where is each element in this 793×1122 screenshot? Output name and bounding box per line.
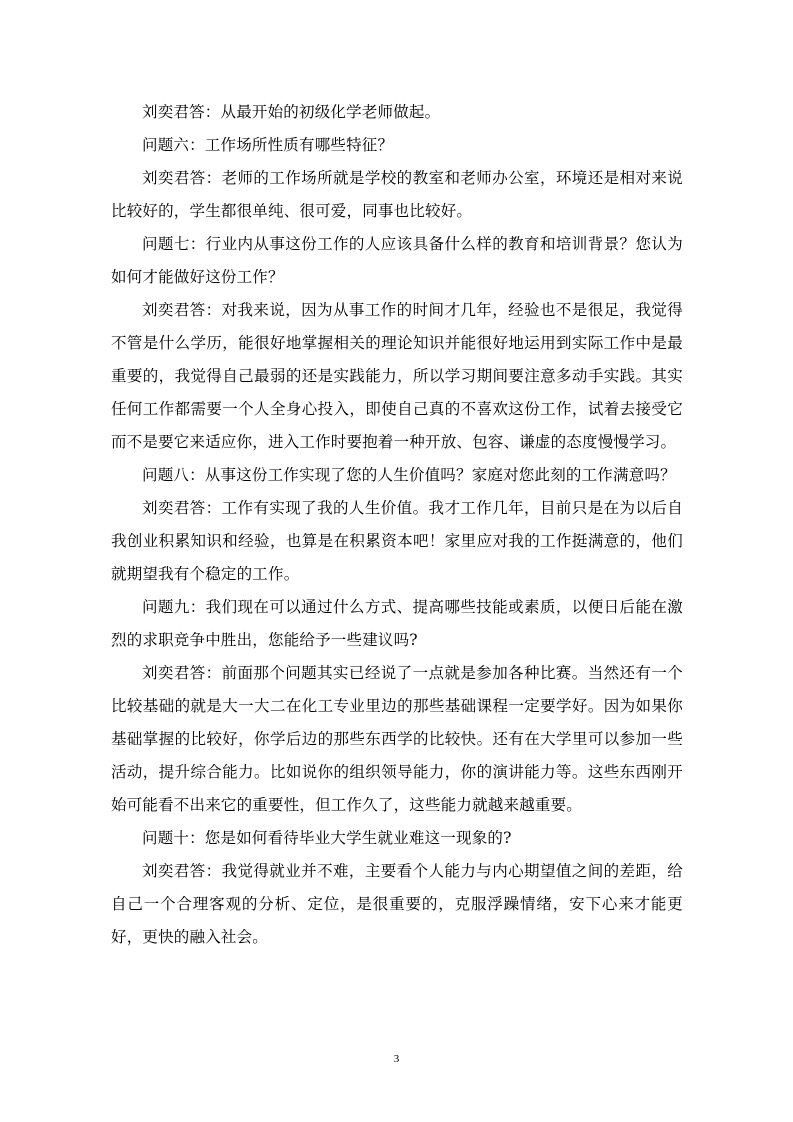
question-paragraph: 问题七：行业内从事这份工作的人应该具备什么样的教育和培训背景？您认为如何才能做好这份工作？ <box>111 235 683 286</box>
answer-paragraph: 刘奕君答：从最开始的初级化学老师做起。 <box>142 103 441 121</box>
answer-paragraph: 刘奕君答：工作有实现了我的人生价值。我才工作几年，目前只是在为以后自我创业积累知识和经验，也算是在积累资本吧！家里应对我的工作挺满意的，他们就期望我有个稳定的工作。 <box>111 499 683 583</box>
question-paragraph: 问题十：您是如何看待毕业大学生就业难这一现象的? <box>142 829 512 847</box>
question-paragraph: 问题八：从事这份工作实现了您的人生价值吗？家庭对您此刻的工作满意吗？ <box>142 466 676 484</box>
page-body <box>111 96 683 954</box>
question-paragraph: 问题六：工作场所性质有哪些特征？ <box>142 136 394 154</box>
answer-paragraph: 刘奕君答：老师的工作场所就是学校的教室和老师办公室，环境还是相对来说比较好的，学生都很单纯、很可爱，同事也比较好。 <box>111 169 683 220</box>
answer-paragraph: 刘奕君答：我觉得就业并不难，主要看个人能力与内心期望值之间的差距，给自己一个合理客观的分析、定位，是很重要的，克服浮躁情绪，安下心来才能更好，更快的融入社会。 <box>111 862 683 946</box>
page-number: 3 <box>393 1053 400 1065</box>
answer-paragraph: 刘奕君答：对我来说，因为从事工作的时间才几年，经验也不是很足，我觉得不管是什么学历，能很好地掌握相关的理论知识并能很好地运用到实际工作中是最重要的，我觉得自己最弱的还是实践能力，所以学习期间要注意多动手实践。其实任何工作都需要一个人全身心投入，即使自己真的不喜欢这份工作，试着去接受它而不是要它来适应你，进入工作时要抱着一种开放、包容、谦虚的态度慢慢学习。 <box>111 301 683 451</box>
question-paragraph: 问题九：我们现在可以通过什么方式、提高哪些技能或素质，以便日后能在激烈的求职竞争中胜出，您能给予一些建议吗? <box>111 598 683 649</box>
answer-paragraph: 刘奕君答：前面那个问题其实已经说了一点就是参加各种比赛。当然还有一个比较基础的就是大一大二在化工专业里边的那些基础课程一定要学好。因为如果你基础掌握的比较好，你学后边的那些东西学的比较快。还有在大学里可以参加一些活动，提升综合能力。比如说你的组织领导能力，你的演讲能力等。这些东西刚开始可能看不出来它的重要性，但工作久了，这些能力就越来越重要。 <box>111 664 683 814</box>
